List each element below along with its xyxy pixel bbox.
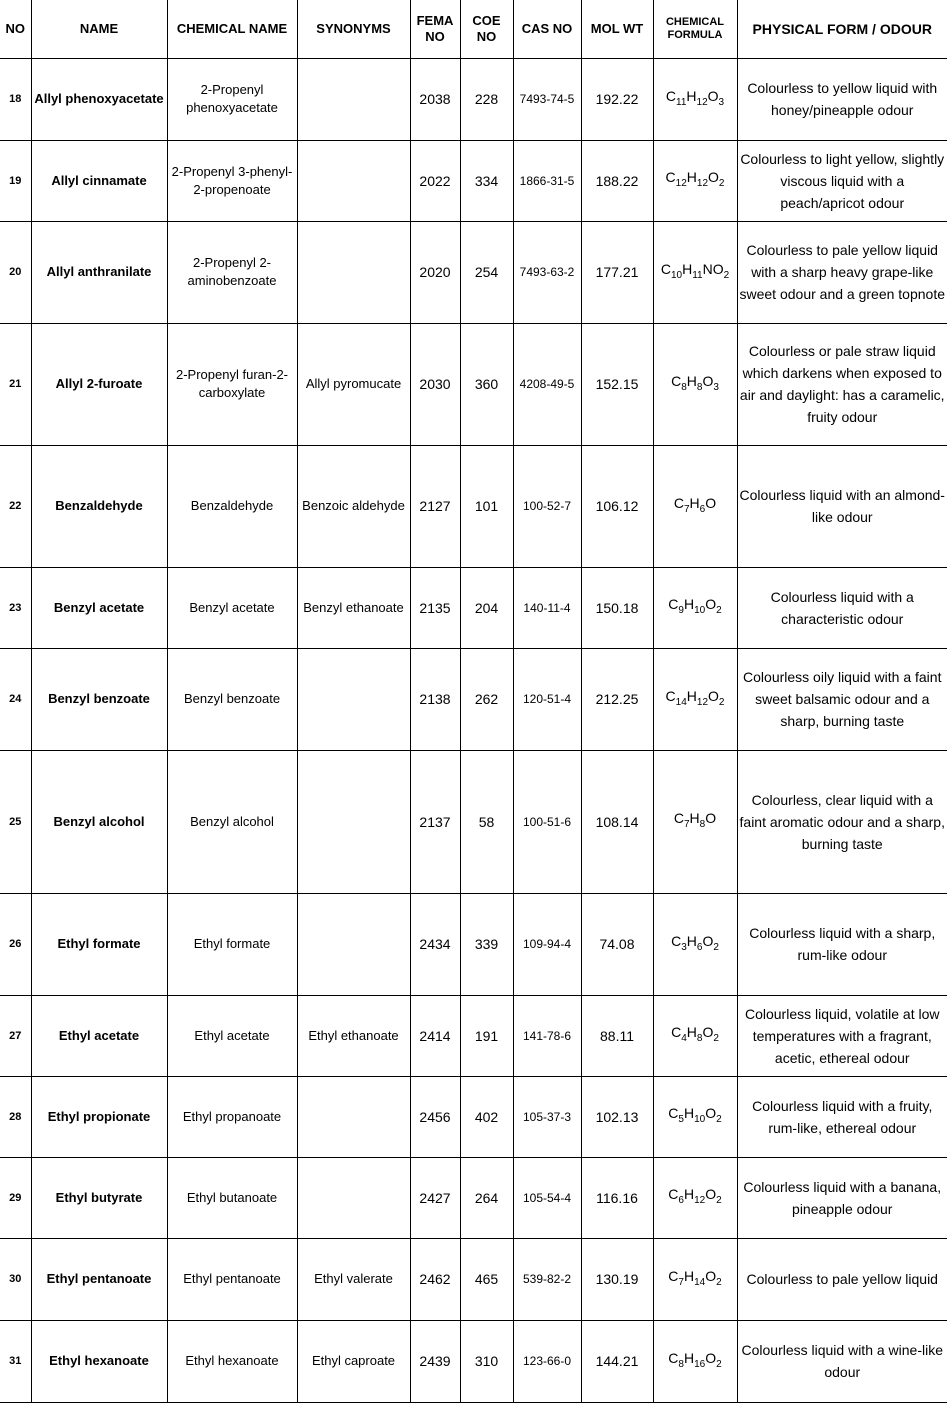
chemical-formula-cell: $C_7H_6O$ <box>653 445 737 567</box>
mol-wt-cell: 192.22 <box>581 58 653 140</box>
header-mol-wt: MOL WT <box>581 0 653 58</box>
cas-no-cell: 1866-31-5 <box>513 140 581 221</box>
mol-wt-cell: 212.25 <box>581 648 653 750</box>
chemical-name-cell: Ethyl propanoate <box>167 1076 297 1157</box>
cas-no-cell: 105-37-3 <box>513 1076 581 1157</box>
header-name: NAME <box>31 0 167 58</box>
coe-no-cell: 58 <box>460 750 513 893</box>
table-row <box>0 1238 947 1320</box>
table-row <box>0 995 947 1076</box>
cas-no-cell: 7493-63-2 <box>513 221 581 323</box>
physical-form-cell: Colourless liquid with a sharp, rum-like odour <box>737 893 947 995</box>
coe-no-cell: 262 <box>460 648 513 750</box>
coe-no-cell: 254 <box>460 221 513 323</box>
coe-no-cell: 310 <box>460 1320 513 1402</box>
row-number-cell: 22 <box>0 445 31 567</box>
mol-wt-cell: 106.12 <box>581 445 653 567</box>
compound-name-cell: Benzyl alcohol <box>31 750 167 893</box>
chemical-formula-cell: $C_{12}H_{12}O_2$ <box>653 140 737 221</box>
chemical-name-cell: 2-Propenyl phenoxyacetate <box>167 58 297 140</box>
physical-form-cell: Colourless to pale yellow liquid <box>737 1238 947 1320</box>
coe-no-cell: 101 <box>460 445 513 567</box>
cas-no-cell: 7493-74-5 <box>513 58 581 140</box>
table-row <box>0 1157 947 1238</box>
chemical-formula-cell: $C_{14}H_{12}O_2$ <box>653 648 737 750</box>
header-cas-no: CAS NO <box>513 0 581 58</box>
header-chemical-name: CHEMICAL NAME <box>167 0 297 58</box>
fema-no-cell: 2138 <box>410 648 460 750</box>
fema-no-cell: 2038 <box>410 58 460 140</box>
compound-name-cell: Ethyl pentanoate <box>31 1238 167 1320</box>
compound-name-cell: Ethyl propionate <box>31 1076 167 1157</box>
chemical-name-cell: 2-Propenyl 3-phenyl-2-propenoate <box>167 140 297 221</box>
synonyms-cell <box>297 750 410 893</box>
compound-name-cell: Ethyl hexanoate <box>31 1320 167 1402</box>
cas-no-cell: 140-11-4 <box>513 567 581 648</box>
synonyms-cell <box>297 221 410 323</box>
chemical-formula-cell: $C_6H_{12}O_2$ <box>653 1157 737 1238</box>
table-row <box>0 140 947 221</box>
row-number-cell: 28 <box>0 1076 31 1157</box>
physical-form-cell: Colourless or pale straw liquid which darkens when exposed to air and daylight: has a caramelic, fruity odour <box>737 323 947 445</box>
chemical-name-cell: 2-Propenyl furan-2-carboxylate <box>167 323 297 445</box>
coe-no-cell: 334 <box>460 140 513 221</box>
table-row <box>0 1320 947 1402</box>
row-number-cell: 23 <box>0 567 31 648</box>
fema-no-cell: 2030 <box>410 323 460 445</box>
table-row <box>0 1076 947 1157</box>
compound-name-cell: Ethyl butyrate <box>31 1157 167 1238</box>
synonyms-cell: Ethyl ethanoate <box>297 995 410 1076</box>
cas-no-cell: 105-54-4 <box>513 1157 581 1238</box>
fema-no-cell: 2434 <box>410 893 460 995</box>
coe-no-cell: 339 <box>460 893 513 995</box>
fema-no-cell: 2020 <box>410 221 460 323</box>
table-row <box>0 750 947 893</box>
chemical-name-cell: Ethyl acetate <box>167 995 297 1076</box>
coe-no-cell: 360 <box>460 323 513 445</box>
physical-form-cell: Colourless liquid with a fruity, rum-like, ethereal odour <box>737 1076 947 1157</box>
table-row <box>0 221 947 323</box>
chemical-name-cell: Benzyl benzoate <box>167 648 297 750</box>
coe-no-cell: 191 <box>460 995 513 1076</box>
chemical-formula-cell: $C_8H_{16}O_2$ <box>653 1320 737 1402</box>
compound-name-cell: Allyl 2-furoate <box>31 323 167 445</box>
row-number-cell: 19 <box>0 140 31 221</box>
synonyms-cell: Benzyl ethanoate <box>297 567 410 648</box>
fema-no-cell: 2022 <box>410 140 460 221</box>
mol-wt-cell: 152.15 <box>581 323 653 445</box>
header-chemical-formula: CHEMICAL FORMULA <box>653 0 737 58</box>
synonyms-cell <box>297 1157 410 1238</box>
physical-form-cell: Colourless to light yellow, slightly viscous liquid with a peach/apricot odour <box>737 140 947 221</box>
chemical-formula-cell: $C_4H_8O_2$ <box>653 995 737 1076</box>
fema-no-cell: 2135 <box>410 567 460 648</box>
cas-no-cell: 100-52-7 <box>513 445 581 567</box>
physical-form-cell: Colourless liquid with a banana, pineapple odour <box>737 1157 947 1238</box>
mol-wt-cell: 102.13 <box>581 1076 653 1157</box>
chemical-name-cell: Ethyl butanoate <box>167 1157 297 1238</box>
table-row <box>0 648 947 750</box>
mol-wt-cell: 88.11 <box>581 995 653 1076</box>
synonyms-cell <box>297 140 410 221</box>
coe-no-cell: 264 <box>460 1157 513 1238</box>
mol-wt-cell: 144.21 <box>581 1320 653 1402</box>
row-number-cell: 24 <box>0 648 31 750</box>
compound-name-cell: Ethyl formate <box>31 893 167 995</box>
compound-name-cell: Benzyl acetate <box>31 567 167 648</box>
compound-name-cell: Allyl cinnamate <box>31 140 167 221</box>
coe-no-cell: 204 <box>460 567 513 648</box>
chemical-formula-cell: $C_{10}H_{11}NO_2$ <box>653 221 737 323</box>
compound-name-cell: Benzyl benzoate <box>31 648 167 750</box>
chemical-formula-cell: $C_9H_{10}O_2$ <box>653 567 737 648</box>
table-row <box>0 445 947 567</box>
mol-wt-cell: 116.16 <box>581 1157 653 1238</box>
cas-no-cell: 100-51-6 <box>513 750 581 893</box>
chemical-name-cell: Ethyl formate <box>167 893 297 995</box>
row-number-cell: 20 <box>0 221 31 323</box>
coe-no-cell: 402 <box>460 1076 513 1157</box>
row-number-cell: 29 <box>0 1157 31 1238</box>
physical-form-cell: Colourless to yellow liquid with honey/pineapple odour <box>737 58 947 140</box>
row-number-cell: 21 <box>0 323 31 445</box>
cas-no-cell: 4208-49-5 <box>513 323 581 445</box>
header-synonyms: SYNONYMS <box>297 0 410 58</box>
mol-wt-cell: 150.18 <box>581 567 653 648</box>
compound-name-cell: Allyl phenoxyacetate <box>31 58 167 140</box>
cas-no-cell: 109-94-4 <box>513 893 581 995</box>
compound-name-cell: Ethyl acetate <box>31 995 167 1076</box>
header-coe-no: COE NO <box>460 0 513 58</box>
chemical-formula-cell: $C_7H_{14}O_2$ <box>653 1238 737 1320</box>
chemical-name-cell: Benzyl alcohol <box>167 750 297 893</box>
physical-form-cell: Colourless liquid with a characteristic odour <box>737 567 947 648</box>
chemical-name-cell: 2-Propenyl 2-aminobenzoate <box>167 221 297 323</box>
fema-no-cell: 2137 <box>410 750 460 893</box>
chemical-formula-cell: $C_8H_8O_3$ <box>653 323 737 445</box>
fema-no-cell: 2127 <box>410 445 460 567</box>
table-row <box>0 567 947 648</box>
mol-wt-cell: 130.19 <box>581 1238 653 1320</box>
chemical-formula-cell: $C_5H_{10}O_2$ <box>653 1076 737 1157</box>
mol-wt-cell: 177.21 <box>581 221 653 323</box>
synonyms-cell: Ethyl valerate <box>297 1238 410 1320</box>
header-physical-form: PHYSICAL FORM / ODOUR <box>737 0 947 58</box>
physical-form-cell: Colourless to pale yellow liquid with a sharp heavy grape-like sweet odour and a green topnote <box>737 221 947 323</box>
fema-no-cell: 2414 <box>410 995 460 1076</box>
cas-no-cell: 141-78-6 <box>513 995 581 1076</box>
fema-no-cell: 2427 <box>410 1157 460 1238</box>
synonyms-cell <box>297 893 410 995</box>
mol-wt-cell: 108.14 <box>581 750 653 893</box>
chemical-name-cell: Ethyl pentanoate <box>167 1238 297 1320</box>
physical-form-cell: Colourless, clear liquid with a faint aromatic odour and a sharp, burning taste <box>737 750 947 893</box>
table-row <box>0 58 947 140</box>
fema-no-cell: 2462 <box>410 1238 460 1320</box>
chemical-name-cell: Ethyl hexanoate <box>167 1320 297 1402</box>
row-number-cell: 25 <box>0 750 31 893</box>
row-number-cell: 26 <box>0 893 31 995</box>
chemical-formula-cell: $C_{11}H_{12}O_3$ <box>653 58 737 140</box>
physical-form-cell: Colourless liquid with a wine-like odour <box>737 1320 947 1402</box>
synonyms-cell <box>297 648 410 750</box>
cas-no-cell: 123-66-0 <box>513 1320 581 1402</box>
row-number-cell: 18 <box>0 58 31 140</box>
fema-no-cell: 2456 <box>410 1076 460 1157</box>
row-number-cell: 31 <box>0 1320 31 1402</box>
cas-no-cell: 539-82-2 <box>513 1238 581 1320</box>
coe-no-cell: 465 <box>460 1238 513 1320</box>
synonyms-cell: Allyl pyromucate <box>297 323 410 445</box>
header-row <box>0 0 947 58</box>
synonyms-cell: Benzoic aldehyde <box>297 445 410 567</box>
synonyms-cell: Ethyl caproate <box>297 1320 410 1402</box>
synonyms-cell <box>297 58 410 140</box>
synonyms-cell <box>297 1076 410 1157</box>
physical-form-cell: Colourless liquid with an almond-like odour <box>737 445 947 567</box>
fema-no-cell: 2439 <box>410 1320 460 1402</box>
chemical-name-cell: Benzaldehyde <box>167 445 297 567</box>
chemical-formula-cell: $C_7H_8O$ <box>653 750 737 893</box>
header-no: NO <box>0 0 31 58</box>
physical-form-cell: Colourless oily liquid with a faint sweet balsamic odour and a sharp, burning taste <box>737 648 947 750</box>
table-row <box>0 323 947 445</box>
header-fema-no: FEMA NO <box>410 0 460 58</box>
table-row <box>0 893 947 995</box>
cas-no-cell: 120-51-4 <box>513 648 581 750</box>
row-number-cell: 27 <box>0 995 31 1076</box>
compound-name-cell: Allyl anthranilate <box>31 221 167 323</box>
chemical-name-cell: Benzyl acetate <box>167 567 297 648</box>
mol-wt-cell: 188.22 <box>581 140 653 221</box>
mol-wt-cell: 74.08 <box>581 893 653 995</box>
coe-no-cell: 228 <box>460 58 513 140</box>
compound-name-cell: Benzaldehyde <box>31 445 167 567</box>
chemical-formula-cell: $C_3H_6O_2$ <box>653 893 737 995</box>
physical-form-cell: Colourless liquid, volatile at low temperatures with a fragrant, acetic, ethereal odour <box>737 995 947 1076</box>
row-number-cell: 30 <box>0 1238 31 1320</box>
